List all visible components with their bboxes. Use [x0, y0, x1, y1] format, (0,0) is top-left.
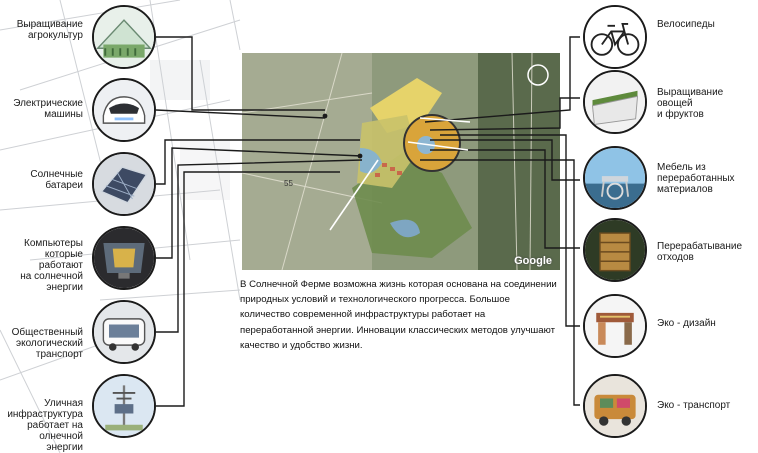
- compost-bin-icon: [583, 218, 647, 282]
- label-greenhouse: Выращивание агрокультур: [16, 19, 83, 41]
- label-waste-recycling: Перерабатывание отходов: [657, 241, 743, 263]
- planter-icon: [583, 70, 647, 134]
- description-text: В Солнечной Ферме возможна жизнь которая основана на соединении природных условий и технологического прогресса. Большое количество современной инфраструктуры работает на переработанной энергии. Инновации классических методов улучшают качество и удобство жизни.: [240, 279, 557, 351]
- label-eco-transport: Эко - транспорт: [657, 400, 731, 411]
- label-bicycles: Велосипеды: [657, 19, 715, 30]
- solar-computer-icon: [92, 226, 156, 290]
- electric-car-icon: [92, 78, 156, 142]
- label-solar-street-infra: Уличная инфраструктура работает на олнечной энергии: [7, 398, 83, 453]
- bicycle-icon: [583, 5, 647, 69]
- label-recycled-furniture: Мебель из переработанных материалов: [657, 162, 735, 195]
- solar-streetlight-icon: [92, 374, 156, 438]
- road-number: 55: [284, 179, 293, 188]
- eco-bus-icon: [92, 300, 156, 364]
- label-solar-panels: Солнечные батареи: [30, 169, 83, 191]
- eco-vehicle-icon: [583, 374, 647, 438]
- label-electric-cars: Электрические машины: [13, 98, 83, 120]
- solar-panel-icon: [92, 152, 156, 216]
- label-vegetables-fruits: Выращивание овощей и фруктов: [657, 87, 724, 120]
- recycled-furniture-icon: [583, 146, 647, 210]
- greenhouse-icon: [92, 5, 156, 69]
- map-watermark: Google: [514, 255, 552, 267]
- label-solar-computers: Компьютеры которые работают на солнечной энергии: [20, 238, 83, 293]
- eco-design-table-icon: [583, 294, 647, 358]
- label-eco-design: Эко - дизайн: [657, 318, 716, 329]
- label-eco-public-transport: Общественный экологический транспорт: [11, 327, 83, 360]
